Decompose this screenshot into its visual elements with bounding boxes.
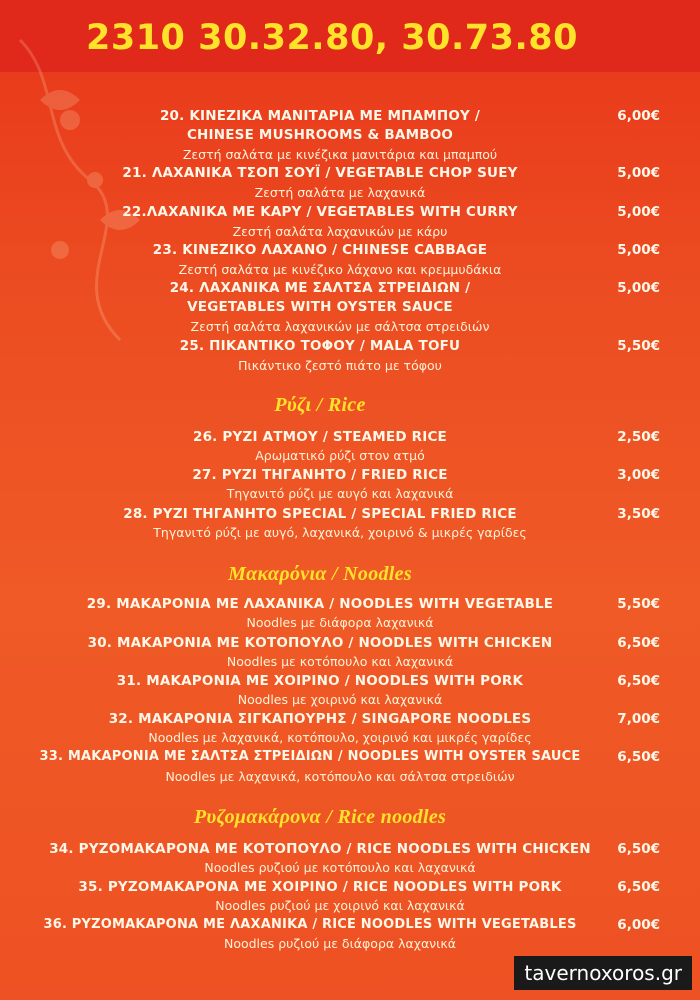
item-price: 6,00€ <box>617 108 660 124</box>
item-description: Noodles με κοτόπουλο και λαχανικά <box>226 654 454 669</box>
item-name: 28. ΡΥΖΙ ΤΗΓΑΝΗΤΟ SPECIAL / SPECIAL FRIED RICE <box>123 506 517 522</box>
item-description: Ζεστή σαλάτα λαχανικών με κάρυ <box>232 224 448 239</box>
item-price: 5,00€ <box>617 242 660 258</box>
item-name: 32. ΜΑΚΑΡΟΝΙΑ ΣΙΓΚΑΠΟΥΡΗΣ / SINGAPORE NOODLES <box>108 711 532 727</box>
item-price: 3,50€ <box>617 506 660 522</box>
item-description: Ζεστή σαλάτα με κινέζικο λάχανο και κρεμμυδάκια <box>178 262 502 277</box>
item-description: Noodles ρυζιού με διάφορα λαχανικά <box>223 936 457 951</box>
phone-numbers: 2310 30.32.80, 30.73.80 <box>86 18 578 58</box>
item-price: 5,00€ <box>617 204 660 220</box>
item-price: 6,50€ <box>617 635 660 651</box>
item-name: 25. ΠΙΚΑΝΤΙΚΟ ΤΟΦΟΥ / MALA TOFU <box>179 338 461 354</box>
item-price: 6,50€ <box>617 673 660 689</box>
item-description: Noodles με διάφορα λαχανικά <box>246 615 434 630</box>
item-price: 6,00€ <box>617 917 660 933</box>
item-description: Noodles με λαχανικά, κοτόπουλο και σάλτσα στρειδιών <box>165 769 515 784</box>
item-name: 27. ΡΥΖΙ ΤΗΓΑΝΗΤΟ / FRIED RICE <box>192 467 448 483</box>
item-name: 35. ΡΥΖΟΜΑΚΑΡΟΝΑ ΜΕ ΧΟΙΡΙΝΟ / RICE NOODLES WITH PORK <box>78 879 562 895</box>
item-name: 23. ΚΙΝΕΖΙΚΟ ΛΑΧΑΝΟ / CHINESE CABBAGE <box>152 242 488 258</box>
item-name: 29. ΜΑΚΑΡΟΝΙΑ ΜΕ ΛΑΧΑΝΙΚΑ / NOODLES WITH VEGETABLE <box>86 596 554 612</box>
item-description: Πικάντικο ζεστό πιάτο με τόφου <box>238 358 442 373</box>
item-name: 30. ΜΑΚΑΡΟΝΙΑ ΜΕ ΚΟΤΟΠΟΥΛΟ / NOODLES WITH CHICKEN <box>87 635 553 651</box>
item-description: Τηγανιτό ρύζι με αυγό, λαχανικά, χοιρινό & μικρές γαρίδες <box>153 525 527 540</box>
item-name: 36. ΡΥΖΟΜΑΚΑΡΟΝΑ ΜΕ ΛΑΧΑΝΙΚΑ / RICE NOODLES WITH VEGETABLES <box>43 917 577 932</box>
section-title-rice-noodles: Ρυζομακάρονα / Rice noodles <box>193 806 447 828</box>
item-description: Noodles με λαχανικά, κοτόπουλο, χοιρινό και μικρές γαρίδες <box>148 730 532 745</box>
item-description: Αρωματικό ρύζι στον ατμό <box>255 448 425 463</box>
item-description: Noodles ρυζιού με κοτόπουλο και λαχανικά <box>204 860 476 875</box>
item-name: 33. ΜΑΚΑΡΟΝΙΑ ΜΕ ΣΑΛΤΣΑ ΣΤΡΕΙΔΙΩΝ / NOODLES WITH OYSTER SAUCE <box>39 749 581 764</box>
item-name: 34. ΡΥΖΟΜΑΚΑΡΟΝΑ ΜΕ ΚΟΤΟΠΟΥΛΟ / RICE NOODLES WITH CHICKEN <box>49 841 591 857</box>
item-price: 5,00€ <box>617 280 660 296</box>
item-name-line2: CHINESE MUSHROOMS & BAMBOO <box>186 127 454 143</box>
item-name: 20. ΚΙΝΕΖΙΚΑ ΜΑΝΙΤΑΡΙΑ ΜΕ ΜΠΑΜΠΟΥ / <box>159 108 481 124</box>
item-price: 3,00€ <box>617 467 660 483</box>
item-description: Noodles ρυζιού με χοιρινό και λαχανικά <box>215 898 465 913</box>
item-price: 6,50€ <box>617 749 660 765</box>
item-price: 5,50€ <box>617 338 660 354</box>
item-price: 5,50€ <box>617 596 660 612</box>
item-price: 7,00€ <box>617 711 660 727</box>
item-price: 2,50€ <box>617 429 660 445</box>
section-title-rice: Ρύζι / Rice <box>274 394 366 416</box>
item-description: Ζεστή σαλάτα λαχανικών με σάλτσα στρειδιών <box>190 319 490 334</box>
section-title-noodles: Μακαρόνια / Noodles <box>228 563 412 585</box>
item-description: Ζεστή σαλάτα με λαχανικά <box>254 185 426 200</box>
item-name: 31. ΜΑΚΑΡΟΝΙΑ ΜΕ ΧΟΙΡΙΝΟ / NOODLES WITH PORK <box>116 673 524 689</box>
item-name: 22.ΛΑΧΑΝΙΚΑ ΜΕ ΚΑΡΥ / VEGETABLES WITH CURRY <box>122 204 518 220</box>
item-description: Ζεστή σαλάτα με κινέζικα μανιτάρια και μπαμπού <box>182 147 498 162</box>
item-price: 6,50€ <box>617 879 660 895</box>
item-name: 24. ΛΑΧΑΝΙΚΑ ΜΕ ΣΑΛΤΣΑ ΣΤΡΕΙΔΙΩΝ / <box>169 280 471 296</box>
item-name-line2: VEGETABLES WITH OYSTER SAUCE <box>187 299 453 315</box>
item-price: 5,00€ <box>617 165 660 181</box>
item-name: 21. ΛΑΧΑΝΙΚΑ ΤΣΟΠ ΣΟΥΪ / VEGETABLE CHOP SUEY <box>122 165 518 181</box>
item-price: 6,50€ <box>617 841 660 857</box>
item-name: 26. ΡΥΖΙ ΑΤΜΟΥ / STEAMED RICE <box>193 429 447 445</box>
item-description: Τηγανιτό ρύζι με αυγό και λαχανικά <box>226 486 454 501</box>
item-description: Noodles με χοιρινό και λαχανικά <box>237 692 443 707</box>
site-watermark: tavernoxoros.gr <box>514 956 692 990</box>
